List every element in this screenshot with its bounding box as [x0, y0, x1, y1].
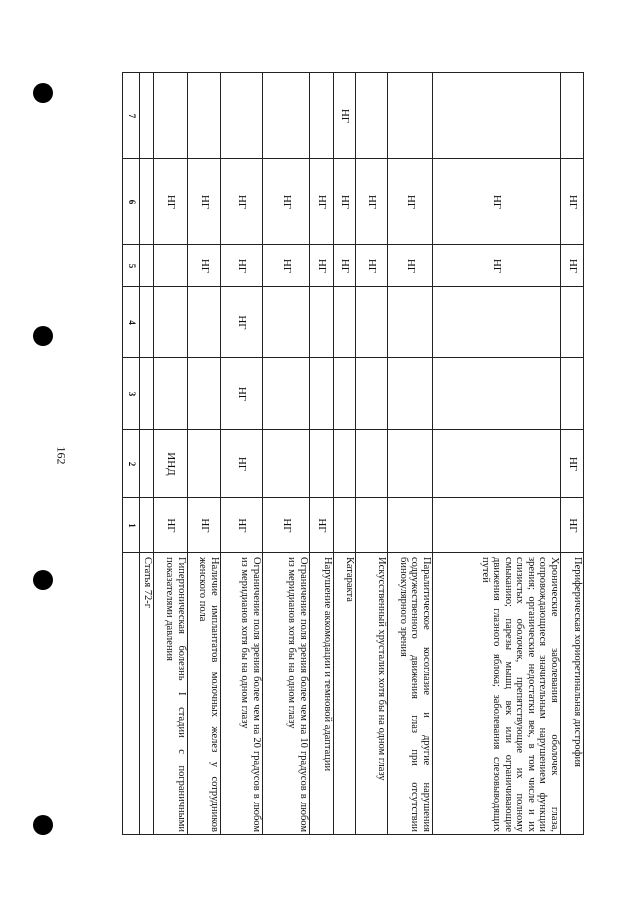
- column-header-5: 5: [126, 263, 137, 269]
- column-header-7-cell: [122, 72, 139, 158]
- row-label-cell: [387, 552, 432, 835]
- row-6-c7-cell: [333, 72, 355, 158]
- row-5-c6: НГ: [316, 194, 329, 210]
- row-9-c5: НГ: [491, 258, 504, 274]
- row-label: Искусственный хрусталик хотя бы на одном глазу: [376, 557, 387, 781]
- row-5-c6-cell: [309, 158, 333, 244]
- article-title: Статья 72-г: [142, 557, 153, 609]
- row-10-c5-cell: [560, 244, 583, 286]
- row-7-c4-cell: [355, 286, 387, 357]
- row-9-c7-cell: [432, 72, 560, 158]
- row-5-c1-cell: [309, 497, 333, 552]
- row-2-c1-cell: [187, 497, 220, 552]
- row-3-c1: НГ: [236, 518, 249, 533]
- row-3-c5: НГ: [236, 258, 249, 274]
- row-1-c7-cell: [153, 72, 187, 158]
- article-empty-cell: [139, 286, 153, 357]
- row-10-c1: НГ: [566, 518, 579, 533]
- column-header-5-cell: [122, 244, 139, 286]
- column-header-2: 2: [126, 461, 137, 467]
- row-label-cell: [333, 552, 355, 835]
- row-7-c1-cell: [355, 497, 387, 552]
- row-label: Нарушение аккомодации и темновой адаптации: [322, 557, 333, 772]
- row-label-cell: [560, 552, 583, 835]
- binder-hole-top: [33, 83, 53, 103]
- row-7-c5-cell: [355, 244, 387, 286]
- row-3-c3: НГ: [236, 386, 249, 402]
- row-8-c6-cell: [387, 158, 432, 244]
- row-10-c2-cell: [560, 429, 583, 497]
- row-label-cell: [187, 552, 220, 835]
- row-5-c3-cell: [309, 357, 333, 429]
- row-7-c6: НГ: [366, 194, 379, 210]
- row-4-c6-cell: [262, 158, 309, 244]
- binder-hole-bottom: [33, 815, 53, 835]
- row-7-c5: НГ: [366, 258, 379, 274]
- page-number: 162: [54, 446, 69, 465]
- row-10-c4-cell: [560, 286, 583, 357]
- row-8-c6: НГ: [404, 194, 417, 210]
- row-1-c6-cell: [153, 158, 187, 244]
- row-8-c1-cell: [387, 497, 432, 552]
- row-3-c6-cell: [220, 158, 262, 244]
- column-header-3-cell: [122, 357, 139, 429]
- row-1-c2: ИНД: [165, 452, 178, 476]
- row-label-cell: [355, 552, 387, 835]
- row-4-c5-cell: [262, 244, 309, 286]
- row-2-c1: НГ: [198, 518, 211, 533]
- row-3-c3-cell: [220, 357, 262, 429]
- row-1-c4-cell: [153, 286, 187, 357]
- row-5-c7-cell: [309, 72, 333, 158]
- table-border-right: [583, 72, 584, 835]
- row-10-c6: НГ: [566, 194, 579, 210]
- row-10-c2: НГ: [566, 456, 579, 472]
- row-label: Наличие имплантатов молочных желез у сотрудников женского пола: [197, 557, 220, 832]
- row-8-c3-cell: [387, 357, 432, 429]
- row-7-c7-cell: [355, 72, 387, 158]
- row-9-c2-cell: [432, 429, 560, 497]
- row-2-c5-cell: [187, 244, 220, 286]
- row-5-c2-cell: [309, 429, 333, 497]
- row-8-c5: НГ: [404, 258, 417, 274]
- row-1-c2-cell: [153, 429, 187, 497]
- table-border-bottom: [122, 834, 584, 835]
- row-9-c4-cell: [432, 286, 560, 357]
- row-3-c1-cell: [220, 497, 262, 552]
- row-4-c1: НГ: [280, 518, 293, 533]
- row-5-c5: НГ: [316, 258, 329, 274]
- row-9-c6-cell: [432, 158, 560, 244]
- header-label-col-cell: [122, 552, 139, 835]
- column-header-1-cell: [122, 497, 139, 552]
- row-7-c6-cell: [355, 158, 387, 244]
- row-4-c6: НГ: [280, 194, 293, 210]
- row-2-c6-cell: [187, 158, 220, 244]
- row-8-c5-cell: [387, 244, 432, 286]
- binder-hole-upper-mid: [33, 326, 53, 346]
- row-2-c3-cell: [187, 357, 220, 429]
- row-8-c4-cell: [387, 286, 432, 357]
- row-9-c1-cell: [432, 497, 560, 552]
- row-label: Хронические заболевания оболочек глаза, сопровождающиеся значительным нарушением функции зрения; органические недостатки век, в том числе и их слизистых оболочек, препятствующие их полному смыканию; парезы мышц век или ограничивающие движения глазного яблока; заболевания слезовыводящих путей: [480, 557, 560, 832]
- binder-hole-lower-mid: [33, 570, 53, 590]
- article-empty-cell: [139, 357, 153, 429]
- row-10-c3-cell: [560, 357, 583, 429]
- row-3-c5-cell: [220, 244, 262, 286]
- row-5-c4-cell: [309, 286, 333, 357]
- row-4-c2-cell: [262, 429, 309, 497]
- row-3-c6: НГ: [236, 194, 249, 210]
- article-empty-cell: [139, 158, 153, 244]
- row-6-c3-cell: [333, 357, 355, 429]
- article-empty-cell: [139, 497, 153, 552]
- row-1-c5-cell: [153, 244, 187, 286]
- row-3-c2: НГ: [236, 456, 249, 472]
- article-title-cell: [139, 552, 153, 835]
- column-header-6-cell: [122, 158, 139, 244]
- row-1-c3-cell: [153, 357, 187, 429]
- row-label: Паралитическое косоглазие и другие нарушения содружественного движения глаз при отсутствии бинокулярного зрения: [398, 557, 432, 832]
- row-6-c2-cell: [333, 429, 355, 497]
- row-label: Катаракта: [344, 557, 355, 602]
- row-6-c5-cell: [333, 244, 355, 286]
- row-10-c6-cell: [560, 158, 583, 244]
- article-empty-cell: [139, 72, 153, 158]
- column-header-1: 1: [126, 523, 137, 528]
- row-label-cell: [432, 552, 560, 835]
- row-5-c1: НГ: [316, 518, 329, 533]
- row-label-cell: [309, 552, 333, 835]
- row-10-c5: НГ: [566, 258, 579, 274]
- row-3-c7-cell: [220, 72, 262, 158]
- row-4-c1-cell: [262, 497, 309, 552]
- row-6-c1-cell: [333, 497, 355, 552]
- row-3-c4-cell: [220, 286, 262, 357]
- row-label: Периферическая хориоретинальная дистрофия: [572, 557, 583, 767]
- column-header-4: 4: [126, 320, 137, 325]
- row-2-c2-cell: [187, 429, 220, 497]
- row-label-cell: [262, 552, 309, 835]
- row-1-c1: НГ: [165, 518, 178, 533]
- column-header-4-cell: [122, 286, 139, 357]
- row-6-c4-cell: [333, 286, 355, 357]
- row-9-c6: НГ: [491, 194, 504, 210]
- row-4-c3-cell: [262, 357, 309, 429]
- row-7-c3-cell: [355, 357, 387, 429]
- row-label: Гипертоническая болезнь I стадии с пограничными показателями давления: [164, 557, 187, 832]
- row-5-c5-cell: [309, 244, 333, 286]
- row-2-c7-cell: [187, 72, 220, 158]
- row-8-c2-cell: [387, 429, 432, 497]
- row-9-c5-cell: [432, 244, 560, 286]
- row-1-c6: НГ: [165, 194, 178, 210]
- row-6-c7: НГ: [339, 108, 352, 124]
- row-9-c3-cell: [432, 357, 560, 429]
- row-7-c2-cell: [355, 429, 387, 497]
- row-2-c6: НГ: [198, 194, 211, 210]
- row-2-c4-cell: [187, 286, 220, 357]
- row-6-c5: НГ: [339, 258, 352, 274]
- row-label: Ограничение поля зрения более чем на 10 градусов в любом из меридианов хотя бы на одном глазу: [286, 557, 309, 832]
- row-3-c2-cell: [220, 429, 262, 497]
- column-header-3: 3: [126, 391, 137, 397]
- row-2-c5: НГ: [198, 258, 211, 274]
- row-10-c1-cell: [560, 497, 583, 552]
- row-4-c7-cell: [262, 72, 309, 158]
- row-label: Ограничение поля зрения более чем на 20 градусов в любом из меридианов хотя бы на одном глазу: [239, 557, 262, 832]
- row-6-c6-cell: [333, 158, 355, 244]
- column-header-2-cell: [122, 429, 139, 497]
- row-3-c4: НГ: [236, 315, 249, 330]
- article-empty-cell: [139, 244, 153, 286]
- column-header-6: 6: [126, 199, 137, 205]
- row-8-c7-cell: [387, 72, 432, 158]
- row-10-c7-cell: [560, 72, 583, 158]
- row-1-c1-cell: [153, 497, 187, 552]
- row-4-c4-cell: [262, 286, 309, 357]
- row-6-c6: НГ: [339, 194, 352, 210]
- article-empty-cell: [139, 429, 153, 497]
- column-header-7: 7: [126, 113, 137, 119]
- row-label-cell: [220, 552, 262, 835]
- row-label-cell: [153, 552, 187, 835]
- row-4-c5: НГ: [280, 258, 293, 274]
